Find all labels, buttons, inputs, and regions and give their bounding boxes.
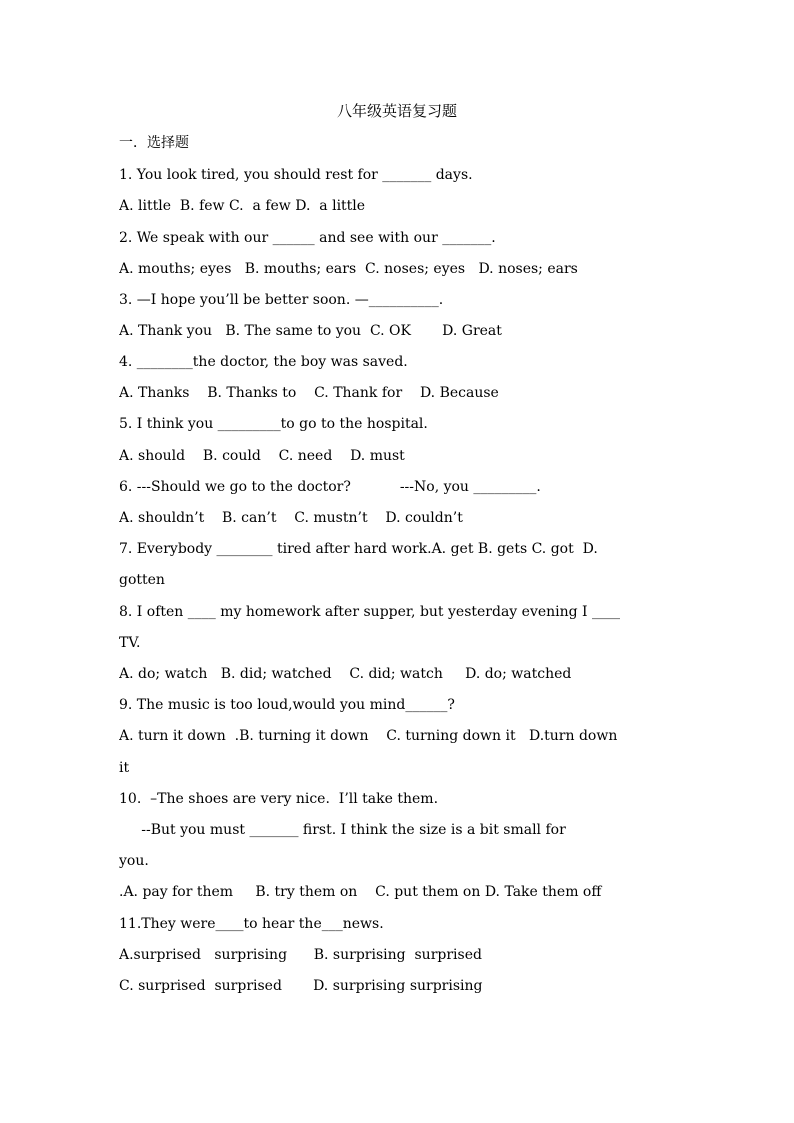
question-8: 8. I often ____ my homework after supper, but yesterday evening I ____	[119, 604, 621, 620]
question-2: 2. We speak with our ______ and see with our _______.	[119, 230, 496, 246]
question-7-continued: gotten	[119, 572, 165, 588]
question-6: 6. ---Should we go to the doctor? ---No, you _________.	[119, 479, 541, 495]
question-8-continued: TV.	[119, 635, 141, 651]
options-5: A. should B. could C. need D. must	[119, 448, 405, 464]
question-10-line-2: --But you must _______ first. I think the size is a bit small for	[119, 822, 566, 838]
options-9-continued: it	[119, 760, 130, 776]
options-11-row-2: C. surprised surprised D. surprising surprising	[119, 978, 483, 994]
options-3: A. Thank you B. The same to you C. OK D. Great	[119, 323, 502, 339]
options-4: A. Thanks B. Thanks to C. Thank for D. Because	[119, 385, 499, 401]
question-7: 7. Everybody ________ tired after hard work.A. get B. gets C. got D.	[119, 541, 598, 557]
options-2: A. mouths; eyes B. mouths; ears C. noses; eyes D. noses; ears	[119, 261, 578, 277]
options-8: A. do; watch B. did; watched C. did; watch D. do; watched	[119, 666, 572, 682]
question-3: 3. —I hope you’ll be better soon. —__________.	[119, 292, 444, 308]
question-10: 10. –The shoes are very nice. I’ll take them.	[119, 791, 439, 807]
section-heading: 一．选择题	[119, 135, 189, 151]
options-10: .A. pay for them B. try them on C. put them on D. Take them off	[119, 884, 602, 900]
question-5: 5. I think you _________to go to the hospital.	[119, 416, 428, 432]
question-9: 9. The music is too loud,would you mind______?	[119, 697, 455, 713]
page-title: 八年级英语复习题	[336, 102, 457, 120]
question-4: 4. ________the doctor, the boy was saved.	[119, 354, 408, 370]
question-11: 11.They were____to hear the___news.	[119, 916, 384, 932]
question-10-continued: you.	[119, 853, 149, 869]
question-1: 1. You look tired, you should rest for _______ days.	[119, 167, 473, 183]
options-1: A. little B. few C. a few D. a little	[119, 198, 366, 214]
options-9: A. turn it down .B. turning it down C. turning down it D.turn down	[119, 728, 618, 744]
options-6: A. shouldn’t B. can’t C. mustn’t D. couldn’t	[119, 510, 463, 526]
options-11-row-1: A.surprised surprising B. surprising surprised	[119, 947, 482, 963]
